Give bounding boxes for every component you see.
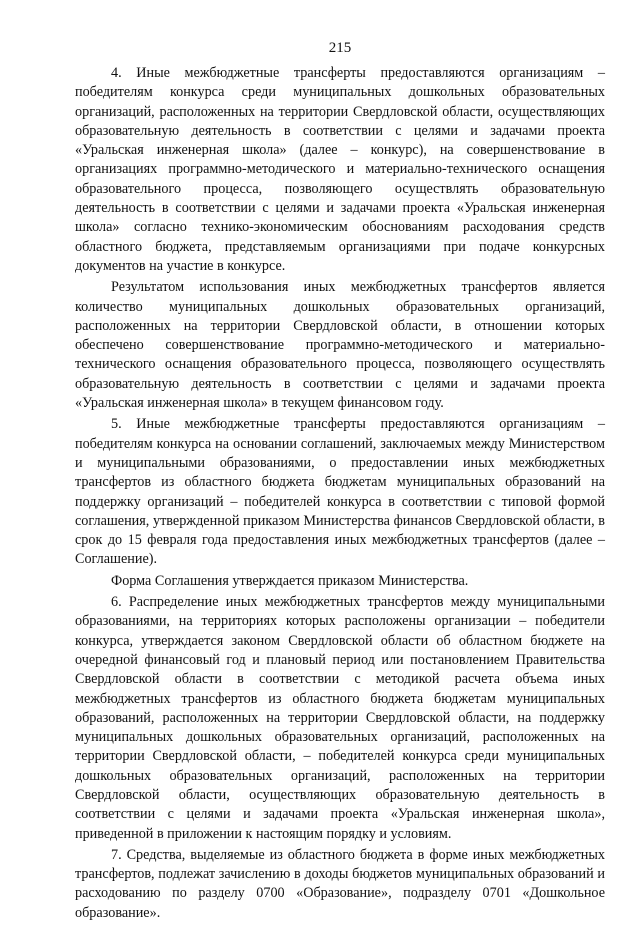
document-page [75,38,605,925]
paragraph-item-7: 7. Средства, выделяемые из областного бюджета в форме иных межбюджетных трансфертов, подлежат зачислению в доходы бюджетов муниципальных образований и расходованию по разделу 0700 «Образование», подразделу 0701 «Дошкольное образование». [75,846,605,921]
page-number: 215 [328,40,352,56]
paragraph-item-5: 5. Иные межбюджетные трансферты предоставляются организациям – победителям конкурса на основании соглашений, заключаемых между Министерством и муниципальными образованиями, о предоставлении иных межбюджетных трансфертов из областного бюджета бюджетам муниципальных образований на поддержку организаций – победителей конкурса в соответствии с типовой формой соглашения, утвержденной приказом Министерства финансов Свердловской области, в срок до 15 февраля года предоставления иных межбюджетных трансфертов (далее – Соглашение). [75,416,605,568]
paragraph-agreement-form: Форма Соглашения утверждается приказом Министерства. [111,572,469,589]
paragraph-result: Результатом использования иных межбюджетных трансфертов является количество муниципальных дошкольных образовательных организаций, расположенных на территории Свердловской области, в отношении которых обеспечено совершенствование программно-методического и материально-технического оснащения образовательного процесса, позволяющего осуществлять образовательную деятельность в соответствии с целями и задачами проекта «Уральская инженерная школа» в текущем финансовом году. [75,279,605,412]
paragraph-item-4: 4. Иные межбюджетные трансферты предоставляются организациям – победителям конкурса среди муниципальных дошкольных образовательных организаций, расположенных на территории Свердловской области, осуществляющих образовательную деятельность в соответствии с целями и задачами проекта «Уральская инженерная школа» (далее – конкурс), на совершенствование в организациях программно-методического и материально-технического оснащения образовательного процесса, позволяющего осуществлять образовательную деятельность в соответствии с целями и задачами проекта «Уральская инженерная школа» согласно технико-экономическим обоснованиям расходования средств областного бюджета, представляемым организациями при подаче конкурсных документов на участие в конкурсе. [75,65,605,274]
paragraph-item-6: 6. Распределение иных межбюджетных трансфертов между муниципальными образованиями, на территориях которых расположены организации – победители конкурса, утверждается законом Свердловской области об областном бюджете на очередной финансовый год и плановый период или постановлением Правительства Свердловской области в соответствии с методикой расчета объема иных межбюджетных трансфертов из областного бюджета бюджетам муниципальных образований, расположенных на территории Свердловской области, на поддержку муниципальных дошкольных образовательных организаций, расположенных на территории Свердловской области, – победителей конкурса среди муниципальных дошкольных образовательных организаций, расположенных на территории Свердловской области, осуществляющих образовательную деятельность в соответствии с целями и задачами проекта «Уральская инженерная школа», приведенной в приложении к настоящим порядку и условиям. [75,594,605,842]
